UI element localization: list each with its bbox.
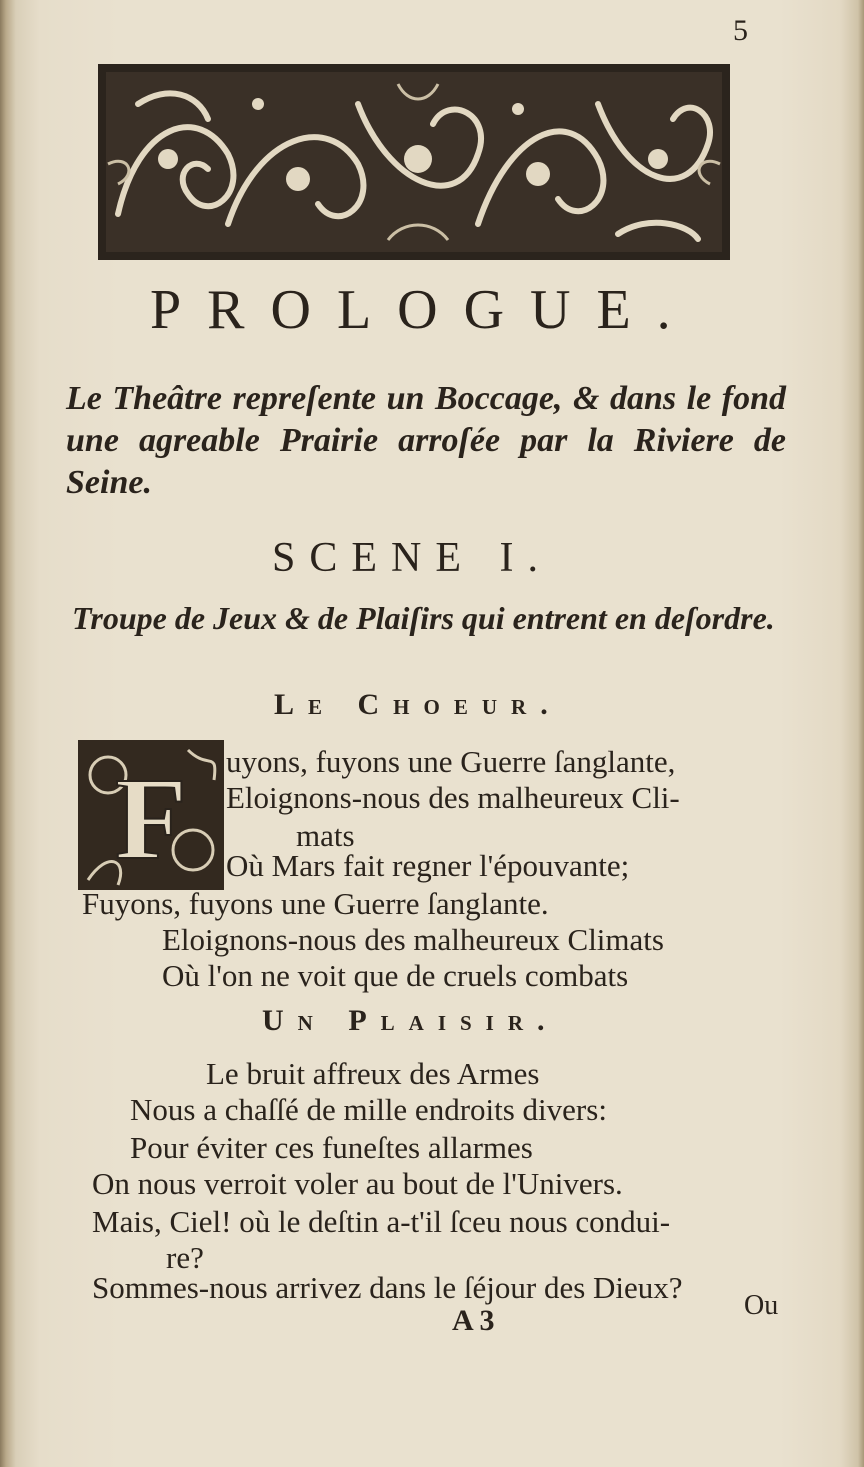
verse-line: Le bruit affreux des Armes <box>206 1056 540 1091</box>
catchword: Ou <box>744 1290 779 1321</box>
verse-line: uyons, fuyons une Guerre ſanglante, <box>226 744 676 779</box>
signature-mark: A 3 <box>452 1304 495 1337</box>
page-number: 5 <box>733 14 748 47</box>
verse-line: mats <box>296 818 355 853</box>
scene-characters: Troupe de Jeux & de Plaiſirs qui entrent en deſordre. <box>72 600 775 636</box>
verse-line: Pour éviter ces funeſtes allarmes <box>130 1130 533 1165</box>
verse-line: Fuyons, fuyons une Guerre ſanglante. <box>82 886 549 921</box>
verse-line: Mais, Ciel! où le deſtin a-t'il ſceu nous condui- <box>92 1204 671 1239</box>
initial-letter-glyph: F <box>114 753 188 884</box>
verse-line: re? <box>166 1240 204 1275</box>
speaker-chorus: Le Choeur. <box>274 688 562 721</box>
verse-line: On nous verroit voler au bout de l'Univers. <box>92 1166 623 1201</box>
speaker-plaisir: Un Plaisir. <box>262 1004 559 1037</box>
stage-direction: Le Theâtre repreſente un Boccage, & dans le fond une agreable Prairie arroſée par la Riviere de Seine. <box>66 380 786 501</box>
scene-title: SCENE I. <box>272 535 552 581</box>
verse-line: Sommes-nous arrivez dans le ſéjour des Dieux? <box>92 1270 683 1305</box>
verse-line: Eloignons-nous des malheureux Cli- <box>226 780 680 815</box>
prologue-title: PROLOGUE. <box>150 279 697 341</box>
verse-line: Où Mars fait regner l'épouvante; <box>226 848 630 883</box>
ornamental-headpiece-icon <box>98 64 730 260</box>
verse-line: Où l'on ne voit que de cruels combats <box>162 958 629 993</box>
decorated-initial-letter <box>78 740 224 890</box>
verse-line: Nous a chaſſé de mille endroits divers: <box>130 1092 607 1127</box>
verse-line: Eloignons-nous des malheureux Climats <box>162 922 664 957</box>
